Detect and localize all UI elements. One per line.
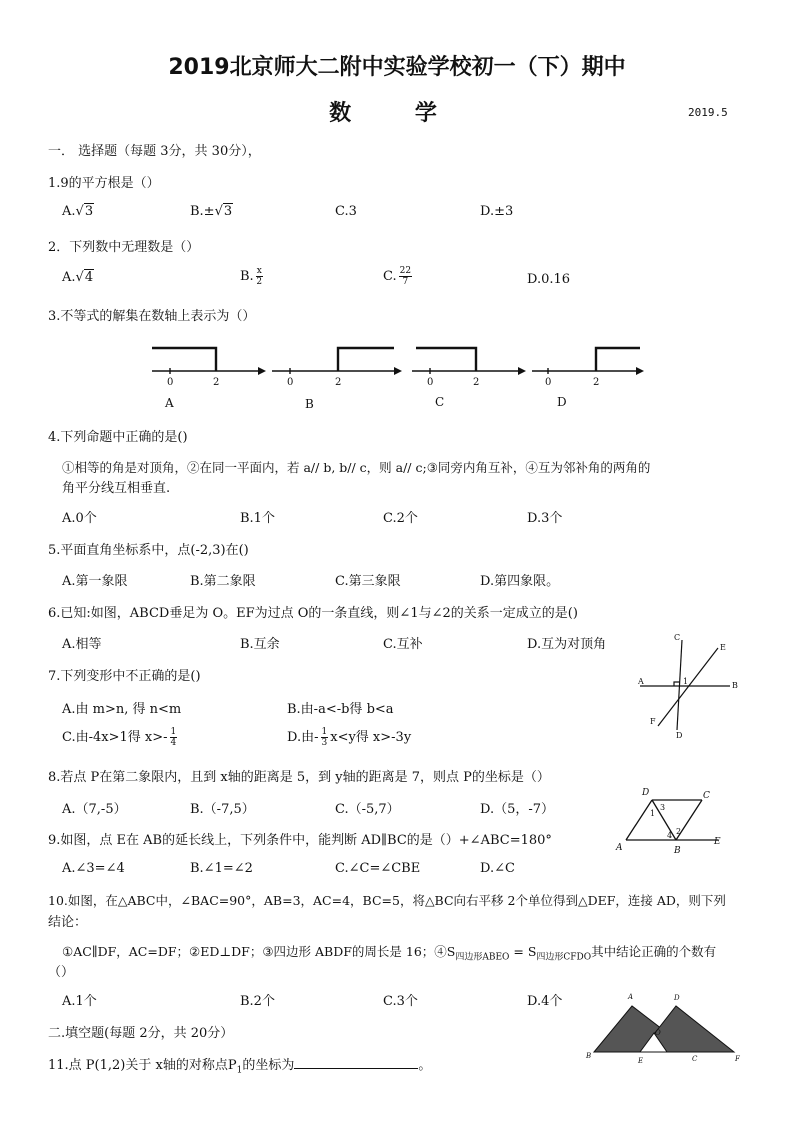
arrow-icon [518, 367, 526, 375]
sqrt-symbol: √3 [214, 204, 233, 219]
q7-option-d-suffix: x<y得 x>-3y [330, 730, 412, 745]
question-11-stem [48, 1054, 431, 1076]
q7-option-c-text: C.由-4x>1得 x>- [62, 730, 168, 745]
solution-ray-d [596, 348, 640, 371]
point-label-f: F [735, 1055, 740, 1063]
question-10-stem-line2: 结论： [48, 915, 88, 930]
question-10-stem-line1: 10.如图，在△ABC中，∠BAC=90°，AB=3，AC=4，BC=5，将△BC向右平移 2个单位得到△DEF，连接 AD，则下列 [48, 893, 726, 908]
angle-label-4: 4 [667, 831, 673, 840]
q6-option-c[interactable]: C.互补 [383, 637, 423, 652]
arrow-icon [258, 367, 266, 375]
q10-option-c[interactable]: C.3个 [383, 994, 418, 1009]
q4-option-b[interactable]: B.1个 [240, 511, 275, 526]
tick-label: 2 [335, 377, 342, 388]
sqrt-symbol: √4 [75, 270, 94, 285]
q1-option-d[interactable]: D.±3 [480, 204, 514, 219]
figure-label-c: C [435, 395, 445, 409]
q10-translated-triangles-figure [580, 990, 750, 1070]
q2-option-a[interactable] [62, 270, 94, 285]
exam-date: 2019.5 [688, 106, 728, 119]
point-label-e: E [638, 1057, 644, 1065]
point-label-c: C [674, 633, 681, 642]
point-label-d: D [676, 731, 683, 740]
q1-option-a-prefix: A. [62, 204, 76, 219]
q2-option-b[interactable] [240, 266, 265, 287]
solution-ray-c [416, 348, 476, 371]
section-heading-fill-in: 二.填空题(每题 2分，共 20分） [48, 1026, 234, 1041]
sqrt-symbol: √3 [75, 204, 94, 219]
subscript: 1 [236, 1065, 243, 1076]
q7-option-d[interactable] [287, 726, 411, 748]
point-label-d: D [642, 788, 650, 798]
line-cd [677, 640, 682, 730]
q10-conclusions-text: ①AC∥DF，AC=DF；②ED⊥DF；③四边形 ABDF的周长是 16；④S [62, 944, 456, 959]
q1-option-b[interactable] [190, 204, 233, 219]
q2-option-b-prefix: B. [240, 269, 254, 284]
angle-label-1: 1 [650, 809, 656, 818]
q6-option-d[interactable]: D.互为对顶角 [527, 637, 607, 652]
point-label-e: E [720, 643, 726, 652]
figure-label-b: B [305, 397, 314, 411]
fraction: $\frac{1}{3}$ [321, 727, 328, 748]
tick-label: 0 [545, 377, 552, 388]
q8-option-b[interactable]: B.（-7,5） [190, 802, 255, 817]
q8-option-a[interactable]: A.（7,-5） [62, 802, 127, 817]
question-9-stem: 9.如图，点 E在 AB的延长线上，下列条件中，能判断 AD∥BC的是（）+∠ABC=180° [48, 833, 552, 848]
q11-stem-text: 11.点 P(1,2)关于 x轴的对称点P [48, 1058, 237, 1073]
subscript: 四边形ABEO [455, 952, 510, 963]
q10-option-d[interactable]: D.4个 [527, 994, 563, 1009]
q4-statements-line1: ①相等的角是对顶角，②在同一平面内，若 a// b, b// c，则 a// c;③同旁内角互补，④互为邻补角的两角的 [62, 460, 651, 475]
q4-statements-line2: 角平分线互相垂直. [62, 481, 171, 496]
question-3-stem: 3.不等式的解集在数轴上表示为（） [48, 309, 256, 324]
q10-conclusions-tail: 其中结论正确的个数有 [591, 944, 717, 959]
tick-label: 2 [473, 377, 480, 388]
angle-label-2: 2 [676, 827, 682, 836]
q1-option-a[interactable] [62, 204, 94, 219]
q9-option-b[interactable]: B.∠1=∠2 [190, 861, 253, 876]
page-title: 2019北京师大二附中实验学校初一（下）期中 [168, 55, 626, 80]
q2-option-a-prefix: A. [62, 270, 76, 285]
subscript: 四边形CFDO [536, 952, 592, 963]
q5-option-d[interactable]: D.第四象限。 [480, 574, 560, 589]
q4-option-a[interactable]: A.0个 [62, 511, 97, 526]
tick-label: 2 [593, 377, 600, 388]
arrow-icon [394, 367, 402, 375]
q11-stem-end: 。 [418, 1058, 432, 1073]
q1-option-c[interactable]: C.3 [335, 204, 357, 219]
angle-label-1: 1 [683, 677, 689, 686]
q2-option-c[interactable] [383, 266, 414, 287]
number-line-figures [140, 335, 660, 415]
figure-label-a: A [165, 396, 174, 410]
point-label-d: D [674, 994, 680, 1002]
fraction: $\frac{1}{4}$ [170, 727, 177, 748]
q8-option-d[interactable]: D.（5，-7） [480, 802, 555, 817]
point-label-e: E [714, 837, 721, 847]
question-8-stem: 8.若点 P在第二象限内，且到 x轴的距离是 5，到 y轴的距离是 7，则点 P的坐标是（） [48, 770, 550, 785]
q6-option-a[interactable]: A.相等 [62, 637, 102, 652]
point-label-a: A [638, 677, 644, 686]
solution-ray-a [152, 348, 216, 371]
question-6-stem: 6.已知:如图，ABCD垂足为 O。EF为过点 O的一条直线，则∠1与∠2的关系一定成立的是() [48, 606, 578, 621]
q8-option-c[interactable]: C.（-5,7） [335, 802, 400, 817]
question-1-stem: 1.9的平方根是（） [48, 176, 160, 191]
q6-perpendicular-figure [630, 630, 750, 742]
point-label-b: B [674, 846, 681, 856]
point-label-c: C [692, 1055, 698, 1063]
question-5-stem: 5.平面直角坐标系中，点(-2,3)在() [48, 543, 249, 558]
q6-option-b[interactable]: B.互余 [240, 637, 280, 652]
figure-label-d: D [557, 395, 567, 409]
q5-option-b[interactable]: B.第二象限 [190, 574, 256, 589]
section-heading-choice: 一． 选择题（每题 3分，共 30分）， [48, 144, 261, 159]
point-label-o: O [655, 1029, 661, 1037]
q11-stem-text-2: 的坐标为 [242, 1058, 295, 1073]
point-label-b: B [732, 681, 738, 690]
question-7-stem: 7.下列变形中不正确的是() [48, 669, 201, 684]
point-label-a: A [616, 843, 623, 853]
tick-label: 2 [213, 377, 220, 388]
q9-option-c[interactable]: C.∠C=∠CBE [335, 861, 421, 876]
q10-option-a[interactable]: A.1个 [62, 994, 97, 1009]
angle-label-3: 3 [660, 803, 666, 812]
arrow-icon [636, 367, 644, 375]
q5-option-a[interactable]: A.第一象限 [62, 574, 128, 589]
q10-option-b[interactable]: B.2个 [240, 994, 275, 1009]
q10-conclusions [62, 942, 716, 963]
question-4-stem: 4.下列命题中正确的是() [48, 430, 188, 445]
tick-label: 0 [427, 377, 434, 388]
q9-option-a[interactable]: A.∠3=∠4 [62, 861, 125, 876]
fraction: $\frac{x}{2}$ [256, 266, 263, 287]
q7-option-c[interactable] [62, 726, 179, 748]
segment-ad [626, 800, 652, 840]
tick-label: 0 [167, 377, 174, 388]
q9-option-d[interactable]: D.∠C [480, 861, 515, 876]
question-2-stem: 2．下列数中无理数是（） [48, 240, 200, 255]
q1-option-b-prefix: B.± [190, 204, 215, 219]
line-ef [658, 648, 718, 726]
q2-option-d[interactable]: D.0.16 [527, 272, 571, 287]
q5-option-c[interactable]: C.第三象限 [335, 574, 401, 589]
point-label-b: B [586, 1052, 592, 1060]
q4-option-c[interactable]: C.2个 [383, 511, 418, 526]
answer-blank[interactable] [294, 1056, 418, 1069]
q7-option-d-prefix: D.由- [287, 730, 319, 745]
equals-text: = S [509, 944, 537, 959]
point-label-a: A [628, 993, 634, 1001]
fraction: $\frac{22}{7}$ [399, 266, 412, 287]
q9-parallelogram-figure [608, 782, 728, 858]
point-label-f: F [650, 717, 656, 726]
q7-option-a[interactable]: A.由 m>n, 得 n<m [62, 702, 182, 717]
point-label-c: C [703, 791, 710, 801]
subject-heading: 数 学 [329, 101, 465, 126]
q2-option-c-prefix: C. [383, 269, 397, 284]
q4-option-d[interactable]: D.3个 [527, 511, 563, 526]
tick-label: 0 [287, 377, 294, 388]
q10-answer-paren: （） [48, 965, 75, 980]
q7-option-b[interactable]: B.由-a<-b得 b<a [287, 702, 394, 717]
solution-ray-b [338, 348, 394, 371]
